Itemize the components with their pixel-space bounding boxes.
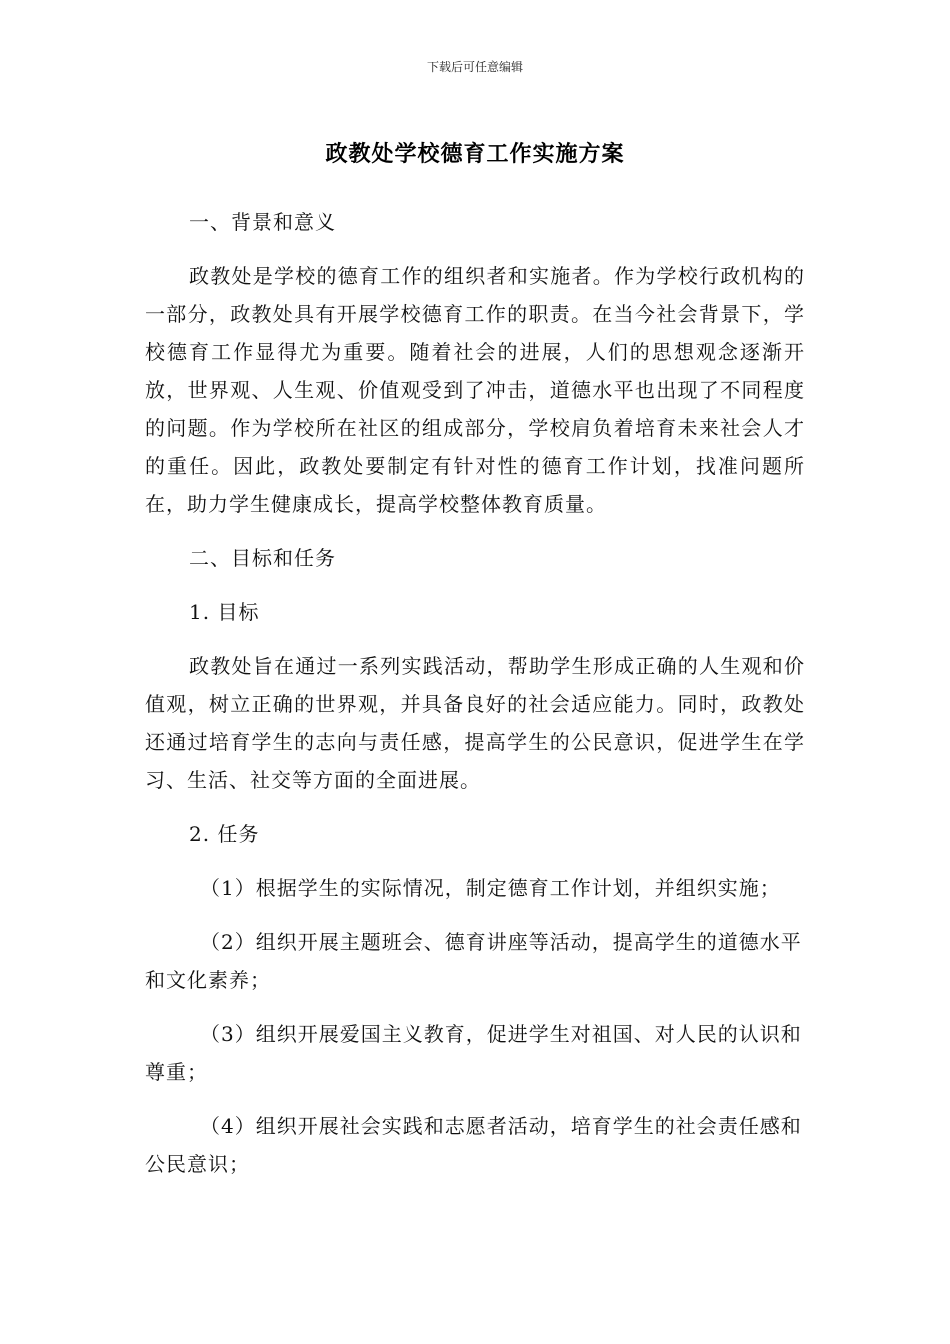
document-body bbox=[145, 203, 805, 1199]
paragraph-goal: 政教处旨在通过一系列实践活动，帮助学生形成正确的人生观和价值观，树立正确的世界观，并具备良好的社会适应能力。同时，政教处还通过培育学生的志向与责任感，提高学生的公民意识，促进学生在学习、生活、社交等方面的全面进展。 bbox=[145, 654, 805, 792]
section-heading-goals-tasks: 二、目标和任务 bbox=[189, 546, 336, 570]
task-item-3: （3）组织开展爱国主义教育，促进学生对祖国、对人民的认识和尊重； bbox=[145, 1022, 802, 1084]
task-item-4: （4）组织开展社会实践和志愿者活动，培育学生的社会责任感和公民意识； bbox=[145, 1114, 802, 1176]
subheading-goal: 1. 目标 bbox=[189, 600, 260, 624]
task-item-2: （2）组织开展主题班会、德育讲座等活动，提高学生的道德水平和文化素养； bbox=[145, 930, 802, 992]
header-note: 下载后可任意编辑 bbox=[426, 60, 523, 74]
document-title: 政教处学校德育工作实施方案 bbox=[325, 142, 625, 167]
subheading-tasks: 2. 任务 bbox=[189, 822, 260, 846]
task-item-1: （1）根据学生的实际情况，制定德育工作计划，并组织实施； bbox=[200, 876, 781, 900]
section-heading-background: 一、背景和意义 bbox=[189, 210, 336, 234]
paragraph-background: 政教处是学校的德育工作的组织者和实施者。作为学校行政机构的一部分，政教处具有开展学校德育工作的职责。在当今社会背景下，学校德育工作显得尤为重要。随着社会的进展，人们的思想观念逐渐开放，世界观、人生观、价值观受到了冲击，道德水平也出现了不同程度的问题。作为学校所在社区的组成部分，学校肩负着培育未来社会人才的重任。因此，政教处要制定有针对性的德育工作计划，找准问题所在，助力学生健康成长，提高学校整体教育质量。 bbox=[145, 264, 805, 516]
